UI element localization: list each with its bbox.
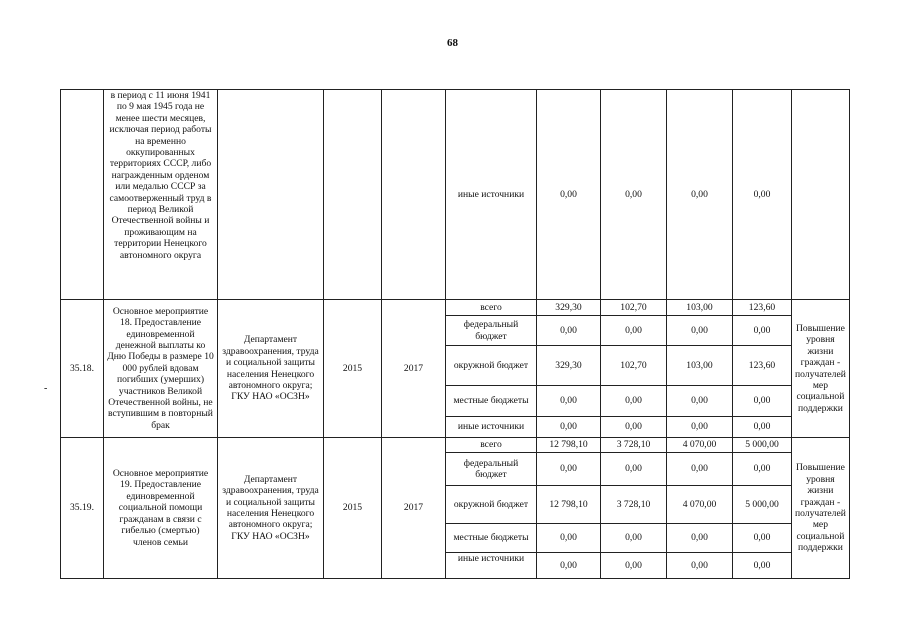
cell-value: 0,00 bbox=[601, 524, 667, 553]
cell-value: 0,00 bbox=[667, 453, 733, 486]
cell-value: 329,30 bbox=[537, 346, 601, 386]
cell-value: 12 798,10 bbox=[537, 438, 601, 453]
cell-value: 12 798,10 bbox=[537, 486, 601, 524]
cell-value: 0,00 bbox=[537, 386, 601, 417]
cell-source: иные источники bbox=[446, 417, 537, 438]
cell-value: 5 000,00 bbox=[733, 438, 792, 453]
cell-value: 0,00 bbox=[601, 417, 667, 438]
cell-value: 0,00 bbox=[733, 453, 792, 486]
cell-value: 0,00 bbox=[733, 90, 792, 300]
cell-value: 103,00 bbox=[667, 300, 733, 316]
cell-value: 0,00 bbox=[601, 453, 667, 486]
table-row-continuation bbox=[61, 90, 850, 300]
cell-value: 0,00 bbox=[601, 553, 667, 579]
cell-value: 4 070,00 bbox=[667, 438, 733, 453]
cell-value: 0,00 bbox=[601, 316, 667, 346]
program-table bbox=[60, 89, 850, 579]
cell-source: всего bbox=[446, 438, 537, 453]
cell-value: 0,00 bbox=[733, 553, 792, 579]
cell-source: федеральный бюджет bbox=[446, 316, 537, 346]
cell-source: всего bbox=[446, 300, 537, 316]
cell-value: 0,00 bbox=[667, 524, 733, 553]
cell-value: 329,30 bbox=[537, 300, 601, 316]
cell-value: 0,00 bbox=[537, 417, 601, 438]
cell-result bbox=[792, 90, 850, 300]
cell-value: 0,00 bbox=[601, 386, 667, 417]
cell-source: окружной бюджет bbox=[446, 486, 537, 524]
cell-value: 0,00 bbox=[667, 90, 733, 300]
cell-end-year: 2017 bbox=[382, 438, 446, 579]
cell-value: 102,70 bbox=[601, 300, 667, 316]
cell-value: 0,00 bbox=[733, 316, 792, 346]
cell-value: 0,00 bbox=[733, 524, 792, 553]
cell-description: Основное мероприятие 19. Предоставление единовременной социальной помощи гражданам в связи с гибелью (смертью) членов семьи bbox=[104, 438, 218, 579]
cell-value: 0,00 bbox=[537, 524, 601, 553]
cell-value: 4 070,00 bbox=[667, 486, 733, 524]
cell-value: 123,60 bbox=[733, 346, 792, 386]
cell-source: иные источники bbox=[446, 553, 537, 579]
cell-source: окружной бюджет bbox=[446, 346, 537, 386]
cell-source: федеральный бюджет bbox=[446, 453, 537, 486]
cell-end-year bbox=[382, 90, 446, 300]
cell-value: 0,00 bbox=[733, 417, 792, 438]
cell-value: 3 728,10 bbox=[601, 438, 667, 453]
cell-executor: Департамент здравоохранения, труда и социальной защиты населения Ненецкого автономного округа; ГКУ НАО «ОСЗН» bbox=[218, 438, 324, 579]
cell-value: 123,60 bbox=[733, 300, 792, 316]
cell-source: местные бюджеты bbox=[446, 386, 537, 417]
cell-end-year: 2017 bbox=[382, 300, 446, 438]
cell-value: 0,00 bbox=[733, 386, 792, 417]
stray-mark: - bbox=[44, 383, 48, 394]
table-row bbox=[61, 438, 850, 453]
cell-result: Повышение уровня жизни граждан - получателей мер социальной поддержки bbox=[792, 300, 850, 438]
cell-source: местные бюджеты bbox=[446, 524, 537, 553]
cell-value: 103,00 bbox=[667, 346, 733, 386]
cell-start-year bbox=[324, 90, 382, 300]
cell-source: иные источники bbox=[446, 90, 537, 300]
cell-start-year: 2015 bbox=[324, 300, 382, 438]
cell-number: 35.18. bbox=[61, 300, 104, 438]
cell-value: 0,00 bbox=[667, 553, 733, 579]
cell-value: 0,00 bbox=[537, 553, 601, 579]
cell-executor bbox=[218, 90, 324, 300]
page-number: 68 bbox=[447, 37, 458, 49]
cell-value: 3 728,10 bbox=[601, 486, 667, 524]
cell-value: 0,00 bbox=[667, 316, 733, 346]
cell-result: Повышение уровня жизни граждан - получателей мер социальной поддержки bbox=[792, 438, 850, 579]
cell-description: Основное мероприятие 18. Предоставление единовременной денежной выплаты ко Дню Победы в размере 10 000 рублей вдовам погибших (умерших) участников Великой Отечественной войны, не вступившим в повторный брак bbox=[104, 300, 218, 438]
cell-value: 0,00 bbox=[537, 316, 601, 346]
table-row bbox=[61, 300, 850, 316]
cell-number: 35.19. bbox=[61, 438, 104, 579]
cell-value: 102,70 bbox=[601, 346, 667, 386]
cell-number bbox=[61, 90, 104, 300]
cell-value: 0,00 bbox=[537, 90, 601, 300]
cell-value: 5 000,00 bbox=[733, 486, 792, 524]
cell-description: в период с 11 июня 1941 по 9 мая 1945 года не менее шести месяцев, исключая период работы на временно оккупированных территориях СССР, либо награжденным орденом или медалью СССР за самоотверженный труд в период Великой Отечественной войны и проживающим на территории Ненецкого автономного округа bbox=[104, 90, 218, 300]
cell-value: 0,00 bbox=[537, 453, 601, 486]
cell-start-year: 2015 bbox=[324, 438, 382, 579]
cell-executor: Департамент здравоохранения, труда и социальной защиты населения Ненецкого автономного округа; ГКУ НАО «ОСЗН» bbox=[218, 300, 324, 438]
cell-value: 0,00 bbox=[667, 386, 733, 417]
cell-value: 0,00 bbox=[667, 417, 733, 438]
cell-value: 0,00 bbox=[601, 90, 667, 300]
